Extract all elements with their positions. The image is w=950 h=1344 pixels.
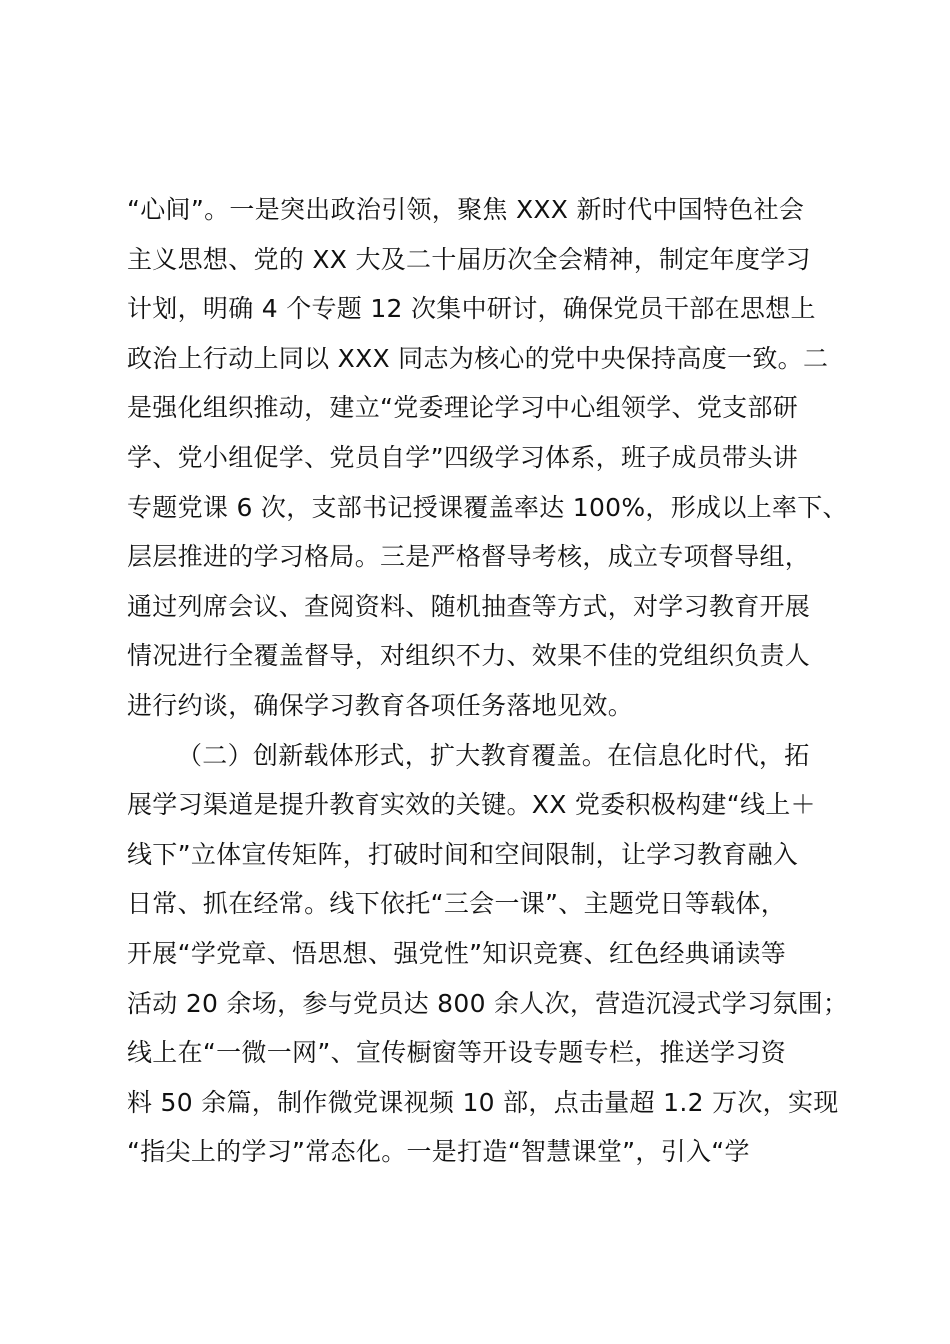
text-line: 主义思想、党的 XX 大及二十届历次全会精神，制定年度学习 <box>127 244 811 274</box>
text-line: 活动 20 余场，参与党员达 800 余人次，营造沉浸式学习氛围； <box>127 988 849 1018</box>
text-line: 是强化组织推动，建立“党委理论学习中心组领学、党支部研 <box>127 393 799 423</box>
text-line: “指尖上的学习”常态化。一是打造“智慧课堂”，引入“学 <box>127 1137 750 1167</box>
text-line: 情况进行全覆盖督导，对组织不力、效果不佳的党组织负责人 <box>127 641 811 671</box>
text-line: 展学习渠道是提升教育实效的关键。XX 党委积极构建“线上＋ <box>127 790 816 820</box>
text-line: 层层推进的学习格局。三是严格督导考核，成立专项督导组， <box>127 542 811 572</box>
text-line: 线下”立体宣传矩阵，打破时间和空间限制，让学习教育融入 <box>127 839 799 869</box>
text-line: 通过列席会议、查阅资料、随机抽查等方式，对学习教育开展 <box>127 591 811 621</box>
text-line: 线上在“一微一网”、宣传橱窗等开设专题专栏，推送学习资 <box>127 1038 787 1068</box>
text-line: 计划，明确 4 个专题 12 次集中研讨，确保党员干部在思想上 <box>127 294 816 324</box>
body-text <box>127 185 847 1177</box>
text-line: 专题党课 6 次，支部书记授课覆盖率达 100%，形成以上率下、 <box>127 492 848 522</box>
text-line: 学、党小组促学、党员自学”四级学习体系，班子成员带头讲 <box>127 442 799 472</box>
text-line: 日常、抓在经常。线下依托“三会一课”、主题党日等载体， <box>127 889 787 919</box>
text-line: 政治上行动上同以 XXX 同志为核心的党中央保持高度一致。二 <box>127 343 829 373</box>
text-line: 料 50 余篇，制作微党课视频 10 部，点击量超 1.2 万次，实现 <box>127 1087 839 1117</box>
text-line: 开展“学党章、悟思想、强党性”知识竞赛、红色经典诵读等 <box>127 938 787 968</box>
text-line: “心间”。一是突出政治引领，聚焦 XXX 新时代中国特色社会 <box>127 195 805 224</box>
text-line: 进行约谈，确保学习教育各项任务落地见效。 <box>127 690 634 720</box>
section-heading-line: （二）创新载体形式，扩大教育覆盖。在信息化时代，拓 <box>177 740 810 770</box>
